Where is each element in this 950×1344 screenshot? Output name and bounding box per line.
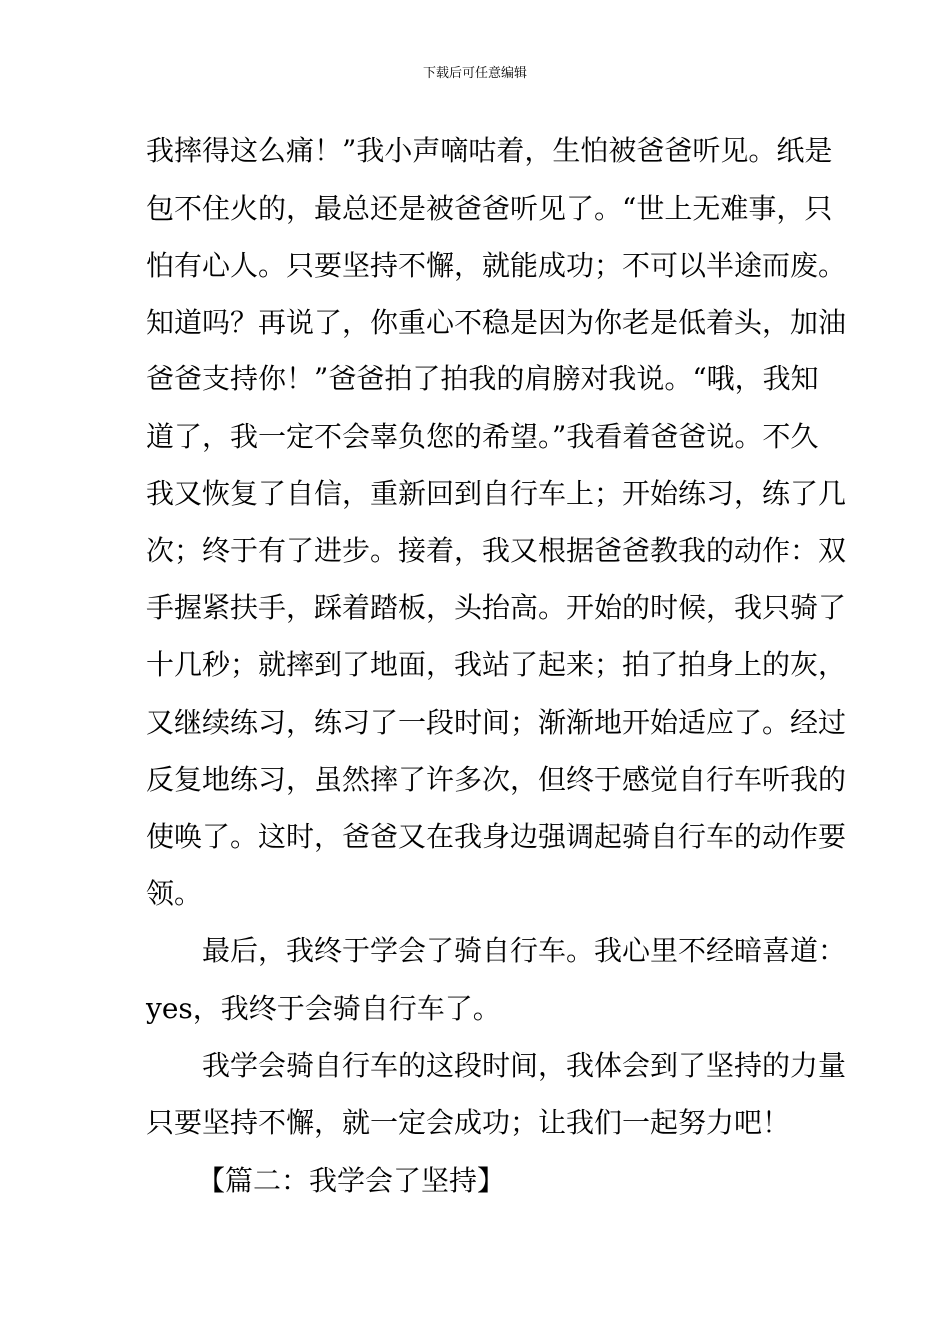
text-line: 我摔得这么痛！”我小声嘀咕着，生怕被爸爸听见。纸是 [146,134,833,167]
paragraph-line: 我学会骑自行车的这段时间，我体会到了坚持的力量 [202,1049,847,1082]
text-line: 领。 [146,877,203,910]
section-heading: 【篇二：我学会了坚持】 [197,1164,506,1197]
text-line: 道了，我一定不会辜负您的希望。”我看着爸爸说。不久 [146,420,819,453]
page-header: 下载后可任意编辑 [422,66,527,81]
text-line: yes，我终于会骑自行车了。 [146,992,501,1025]
text-line: 包不住火的，最总还是被爸爸听见了。“世上无难事，只 [146,192,833,225]
text-line: 只要坚持不懈，就一定会成功；让我们一起努力吧！ [146,1106,791,1139]
text-line: 怕有心人。只要坚持不懈，就能成功；不可以半途而废。 [146,249,847,282]
text-line: 手握紧扶手，踩着踏板，头抬高。开始的时候，我只骑了 [146,591,847,624]
text-line: 十几秒；就摔到了地面，我站了起来；拍了拍身上的灰， [146,648,847,681]
text-line: 又继续练习，练习了一段时间；渐渐地开始适应了。经过 [146,706,847,739]
text-line: 爸爸支持你！”爸爸拍了拍我的肩膀对我说。“哦，我知 [146,362,819,395]
paragraph-line: 最后，我终于学会了骑自行车。我心里不经暗喜道： [202,934,847,967]
text-line: 知道吗？再说了，你重心不稳是因为你老是低着头，加油 [146,306,847,339]
text-line: 使唤了。这时，爸爸又在我身边强调起骑自行车的动作要 [146,820,847,853]
text-line: 反复地练习，虽然摔了许多次，但终于感觉自行车听我的 [146,763,847,796]
text-line: 我又恢复了自信，重新回到自行车上；开始练习，练了几 [146,477,847,510]
text-line: 次；终于有了进步。接着，我又根据爸爸教我的动作：双 [146,534,847,567]
